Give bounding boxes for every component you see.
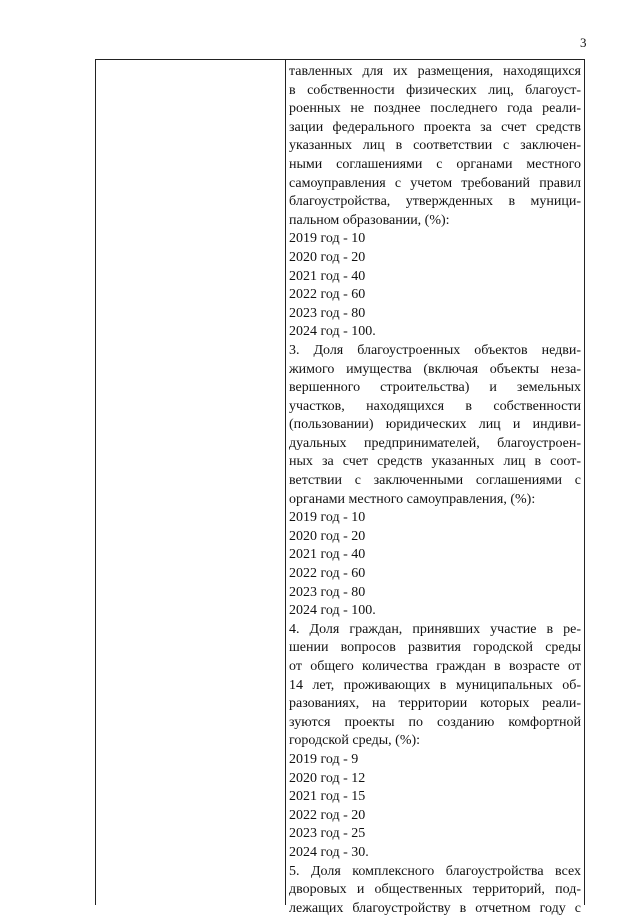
text-line: ных за счет средств указанных лиц в соот- — [289, 454, 581, 470]
text-line: 2019 год - 10 — [289, 231, 366, 247]
text-line: вершенного строительства) и земельных — [289, 380, 581, 396]
text-line: 2019 год - 9 — [289, 751, 359, 767]
text-line: 5. Доля комплексного благоустройства всех — [289, 863, 581, 879]
text-line: указанных лиц в соответствии с заключен- — [289, 138, 581, 154]
text-line: в собственности физических лиц, благоуст- — [289, 82, 581, 98]
text-line: дворовых и общественных территорий, под- — [289, 882, 581, 898]
text-line: зуются проекты по созданию комфортной — [289, 714, 581, 730]
text-line: 2022 год - 60 — [289, 287, 366, 303]
text-line: 4. Доля граждан, принявших участие в ре- — [289, 621, 581, 637]
text-line: роенных не позднее последнего года реали- — [289, 101, 581, 117]
text-line: городской среды, (%): — [289, 733, 421, 749]
document-table — [95, 59, 585, 916]
text-line: 2021 год - 15 — [289, 789, 366, 805]
text-line: 2019 год - 10 — [289, 510, 366, 526]
text-line: 2024 год - 100. — [289, 603, 376, 619]
text-line: 3. Доля благоустроенных объектов недви- — [289, 342, 581, 358]
text-line: 2020 год - 12 — [289, 770, 366, 786]
page-number: 3 — [580, 35, 587, 50]
text-line: (пользовании) юридических лиц и индиви- — [289, 417, 581, 433]
text-line: пальном образовании, (%): — [289, 212, 450, 228]
text-line: разованиях, на территории которых реали- — [289, 696, 581, 712]
table-cell-text — [289, 63, 581, 918]
text-line: лежащих благоустройству в отчетном году с — [289, 900, 581, 916]
text-line: жимого имущества (включая объекты неза- — [289, 361, 581, 377]
text-line: ветствии с заключенными соглашениями с — [289, 473, 581, 489]
text-line: 2023 год - 25 — [289, 826, 366, 842]
text-line: шении вопросов развития городской среды — [289, 640, 581, 656]
text-line: 2021 год - 40 — [289, 547, 366, 563]
text-line: 2023 год - 80 — [289, 305, 366, 321]
text-line: дуальных предпринимателей, благоустроен- — [289, 435, 581, 451]
text-line: 14 лет, проживающих в муниципальных об- — [289, 677, 581, 693]
text-line: 2024 год - 100. — [289, 324, 376, 340]
text-line: органами местного самоуправления, (%): — [289, 491, 536, 507]
text-line: благоустройства, утвержденных в муници- — [289, 194, 581, 210]
text-line: ными соглашениями с органами местного — [289, 156, 581, 172]
text-line: 2021 год - 40 — [289, 268, 366, 284]
column-divider — [285, 60, 286, 905]
text-line: участков, находящихся в собственности — [289, 398, 581, 414]
text-line: 2020 год - 20 — [289, 249, 366, 265]
text-line: 2023 год - 80 — [289, 584, 366, 600]
text-line: зации федерального проекта за счет средств — [289, 119, 581, 135]
text-line: 2022 год - 60 — [289, 566, 366, 582]
text-line: 2022 год - 20 — [289, 807, 366, 823]
text-line: самоуправления с учетом требований правил — [289, 175, 581, 191]
text-line: 2020 год - 20 — [289, 528, 366, 544]
text-line: 2024 год - 30. — [289, 844, 369, 860]
text-line: тавленных для их размещения, находящихся — [289, 64, 581, 79]
text-line: от общего количества граждан в возрасте от — [289, 659, 581, 674]
